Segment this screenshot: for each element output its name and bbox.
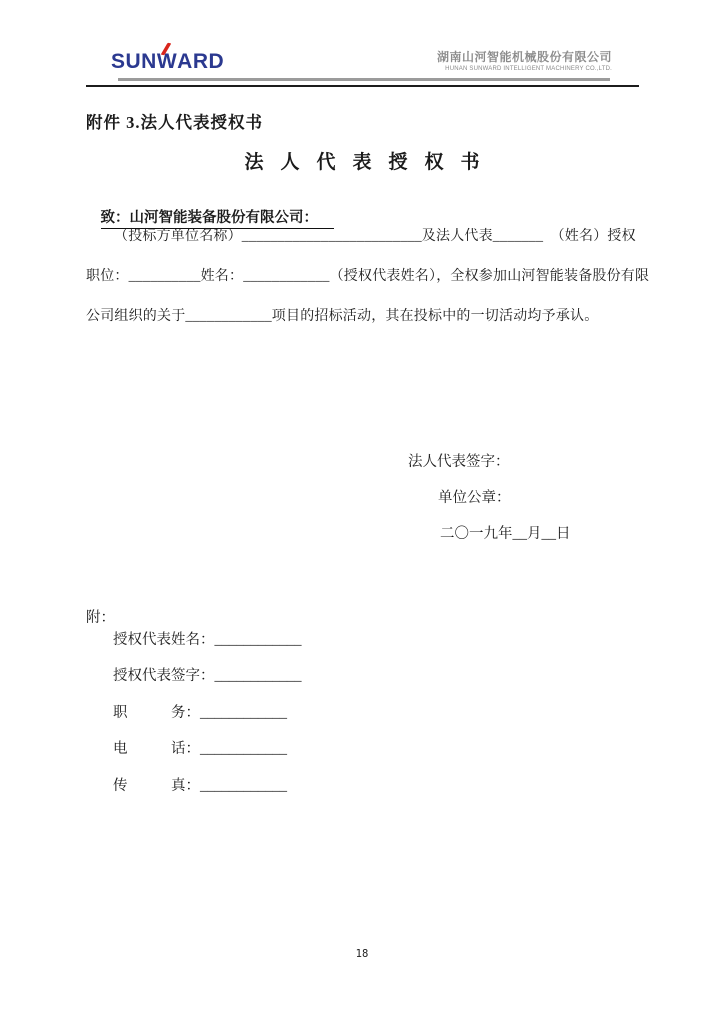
salutation-text: 致：山河智能装备股份有限公司： xyxy=(101,210,335,229)
appendix-row-label: 传 真： xyxy=(113,777,200,794)
sunward-logo xyxy=(111,50,224,74)
logo-text-right: ARD xyxy=(177,50,225,73)
company-name-block xyxy=(437,50,612,73)
header-rule xyxy=(86,85,639,87)
appendix-heading: 附： xyxy=(86,610,115,626)
body-paragraph-line-1: （投标方单位名称）_________________________及法人代表_______ （姓名）授权 xyxy=(114,229,636,244)
company-seal-label: 单位公章： xyxy=(438,490,511,506)
appendix-row-position xyxy=(113,701,302,737)
signature-block xyxy=(408,450,571,558)
page-number: 18 xyxy=(355,948,369,960)
appendix-row-blank: ____________ xyxy=(200,704,287,721)
appendix-row-blank: ____________ xyxy=(200,777,287,794)
appendix-row-fax xyxy=(113,774,302,810)
company-name-en: HUNAN SUNWARD INTELLIGENT MACHINERY CO.,LTD. xyxy=(445,66,612,72)
appendix-row-label: 授权代表姓名： xyxy=(113,632,215,648)
appendix-row-name xyxy=(113,628,302,664)
appendix-row-blank: ____________ xyxy=(214,668,302,685)
appendix-row-phone xyxy=(113,737,302,773)
body-paragraph-line-2: 职位：__________姓名：____________（授权代表姓名），全权参加山河智能装备股份有限 xyxy=(86,269,650,284)
appendix-row-label: 授权代表签字： xyxy=(113,668,215,685)
appendix-row-label: 电 话： xyxy=(113,741,200,758)
document-title: 法人代表授权书 xyxy=(244,152,497,173)
company-name-cn: 湖南山河智能机械股份有限公司 xyxy=(436,50,612,64)
appendix-row-blank: ____________ xyxy=(214,632,302,648)
date-line: 二〇一九年__月__日 xyxy=(440,526,571,542)
appendix-row-blank: ____________ xyxy=(200,741,287,758)
body-paragraph-line-3: 公司组织的关于____________项目的招标活动，其在投标中的一切活动均予承认。 xyxy=(86,309,599,324)
appendix-row-label: 职 务： xyxy=(113,704,200,721)
logo-text-left: SUNW xyxy=(111,50,178,73)
appendix-row-signature xyxy=(113,664,302,700)
logo-underline-bar xyxy=(118,78,610,81)
attachment-heading: 附件 3.法人代表授权书 xyxy=(86,113,263,132)
rep-signature-label: 法人代表签字： xyxy=(408,454,510,470)
appendix-rows xyxy=(113,628,302,810)
